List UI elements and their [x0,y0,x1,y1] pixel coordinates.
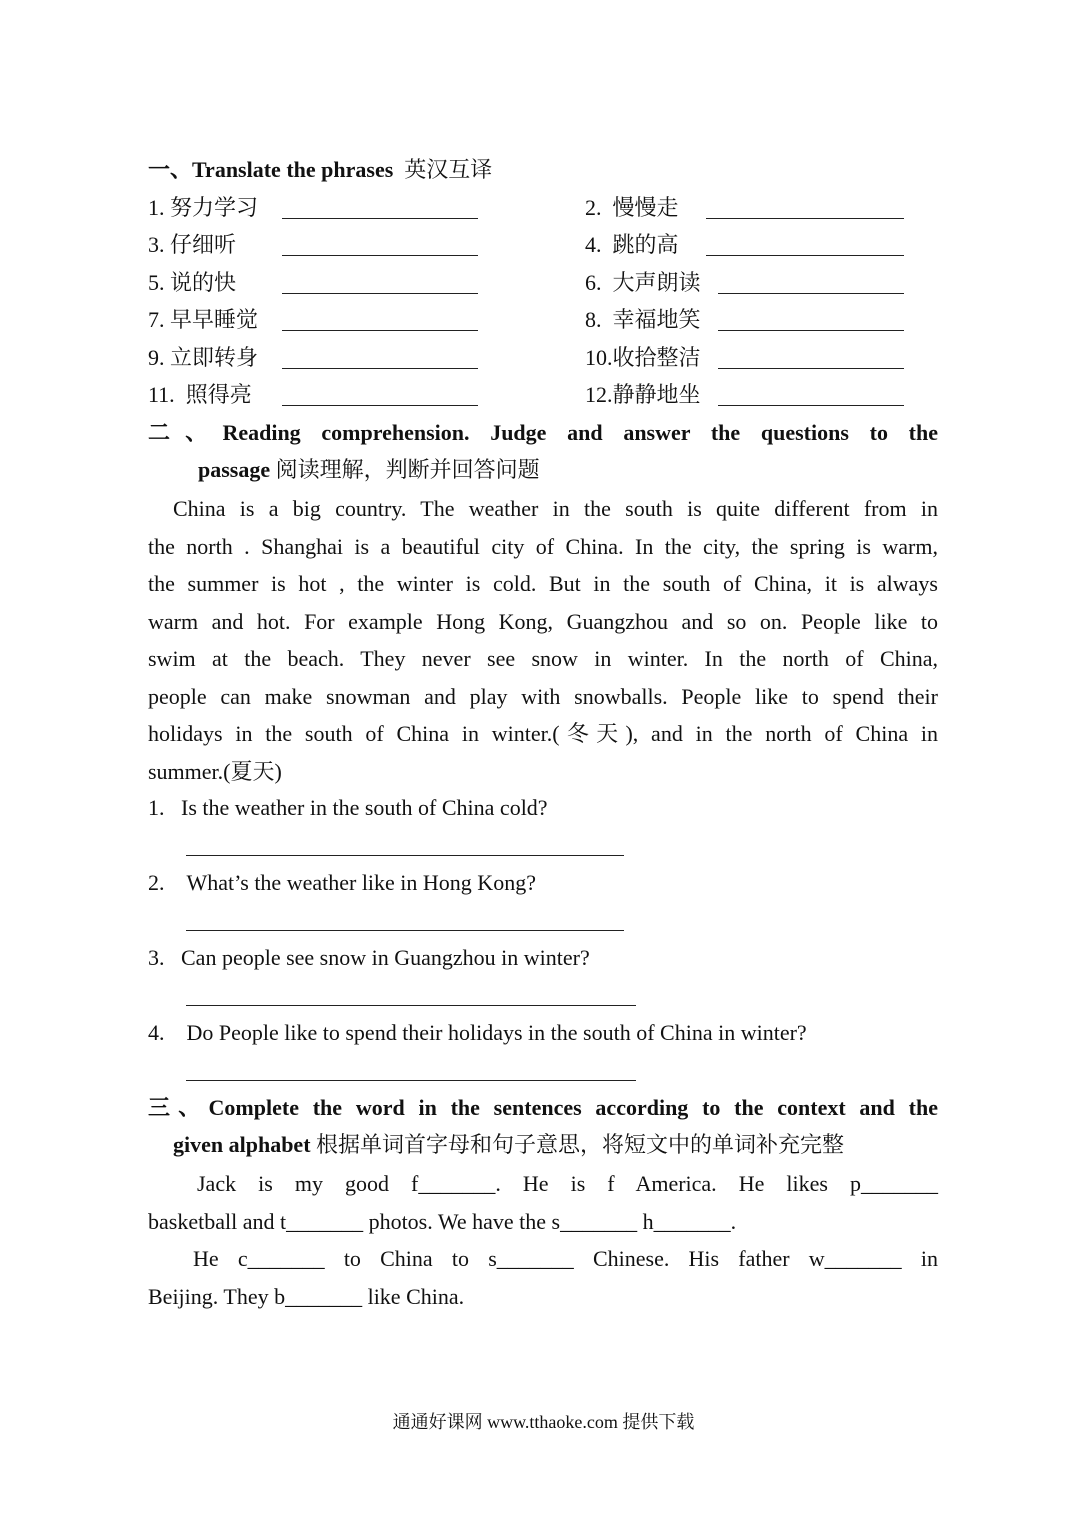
question-num: 2. [148,870,165,895]
phrase-num: 10. [585,345,613,370]
phrase-num: 11. [148,382,175,407]
passage-line: the north . Shanghai is a beautiful city of China. In the city, the spring is warm, [148,533,938,559]
question-4 [148,1019,807,1047]
section2-heading-line2: passage [198,457,271,482]
phrase-text: 立即转身 [170,345,259,370]
section3-heading-line2: given alphabet [173,1132,311,1157]
phrase-text: 早早睡觉 [170,307,259,332]
phrase-text: 跳的高 [612,232,679,257]
passage-line: holidays in the south of China in winter.(冬天), and in the north of China in [148,721,938,746]
phrase-item [148,306,258,334]
passage-line: the summer is hot , the winter is cold. But in the south of China, it is always [148,571,938,596]
section1-heading-cn: 英汉互译 [404,157,493,182]
phrase-num: 8. [585,307,602,332]
phrase-text: 努力学习 [170,195,259,220]
phrase-answer-line[interactable] [282,255,478,256]
section2-heading-cn: 阅读理解，判断并回答问题 [275,457,540,482]
phrase-text: 仔细听 [170,232,237,257]
cloze-line: He c_______ to China to s_______ Chinese. His father w_______ in [193,1246,938,1271]
question-num: 4. [148,1020,165,1045]
phrase-item [148,381,252,409]
phrase-answer-line[interactable] [718,330,904,331]
question-text: Do People like to spend their holidays in the south of China in winter? [186,1020,807,1045]
cloze-line: basketball and t_______ photos. We have the s_______ h_______. [148,1208,737,1234]
section2-heading-line1: Reading comprehension. Judge and answer the questions to the [222,420,938,445]
passage-line: warm and hot. For example Hong Kong, Guangzhou and so on. People like to [148,608,938,634]
phrase-answer-line[interactable] [282,330,478,331]
phrase-item [148,269,236,297]
phrase-num: 5. [148,270,165,295]
phrase-num: 1. [148,195,165,220]
phrase-answer-line[interactable] [706,218,904,219]
question-text: Can people see snow in Guangzhou in winter? [181,945,590,970]
passage-line: people can make snowman and play with snowballs. People like to spend their [148,683,938,709]
phrase-answer-line[interactable] [706,255,904,256]
question-answer-line[interactable] [186,1080,636,1081]
phrase-item [148,231,236,259]
phrase-answer-line[interactable] [282,368,478,369]
phrase-text: 说的快 [170,270,237,295]
phrase-num: 2. [585,195,602,220]
phrase-item [585,306,701,334]
question-num: 1. [148,795,165,820]
section1-heading-text: Translate the phrases [192,157,394,182]
phrase-num: 12. [585,382,613,407]
section3-heading-line1: Complete the word in the sentences according to the context and the [208,1095,938,1120]
phrase-item [585,194,679,222]
phrase-num: 6. [585,270,602,295]
phrase-item [148,194,258,222]
section3-heading-cn: 根据单词首字母和句子意思，将短文中的单词补充完整 [316,1132,845,1157]
phrase-text: 静静地坐 [612,382,701,407]
phrase-answer-line[interactable] [718,293,904,294]
phrase-text: 大声朗读 [612,270,701,295]
question-num: 3. [148,945,165,970]
phrase-answer-line[interactable] [282,293,478,294]
question-text: What’s the weather like in Hong Kong? [186,870,536,895]
phrase-text: 收拾整洁 [612,345,701,370]
section1-heading [148,156,492,184]
phrase-item [585,381,701,409]
section3-heading-num: 三、 [148,1095,209,1120]
phrase-num: 4. [585,232,602,257]
phrase-item [585,344,701,372]
cloze-passage [148,1165,938,1315]
phrase-num: 9. [148,345,165,370]
phrase-num: 7. [148,307,165,332]
phrase-text: 幸福地笑 [612,307,701,332]
section2-heading [148,419,938,447]
question-answer-line[interactable] [186,855,624,856]
phrase-text: 照得亮 [185,382,252,407]
question-1 [148,794,548,822]
cloze-line: Jack is my good f_______. He is f America. He likes p_______ [197,1171,938,1196]
question-3 [148,944,590,972]
reading-passage [148,490,938,790]
passage-line: summer.(夏天) [148,758,282,784]
page-footer: 通通好课网 www.tthaoke.com 提供下载 [392,1412,695,1432]
question-text: Is the weather in the south of China cold? [181,795,548,820]
question-answer-line[interactable] [186,930,624,931]
passage-line: China is a big country. The weather in the south is quite different from in [173,496,938,521]
phrase-answer-line[interactable] [282,218,478,219]
phrase-item [585,231,679,259]
phrase-text: 慢慢走 [612,195,679,220]
section2-heading-num: 二、 [148,420,223,445]
phrase-answer-line[interactable] [718,405,904,406]
question-answer-line[interactable] [186,1005,636,1006]
section2-heading-cont [198,456,540,484]
cloze-line: Beijing. They b_______ like China. [148,1283,465,1309]
section3-heading [148,1094,938,1122]
phrase-item [585,269,701,297]
phrase-answer-line[interactable] [718,368,904,369]
section3-heading-cont [173,1131,844,1159]
phrase-num: 3. [148,232,165,257]
section1-heading-num: 一、 [148,157,193,182]
passage-line: swim at the beach. They never see snow in winter. In the north of China, [148,646,938,671]
phrase-answer-line[interactable] [282,405,478,406]
phrase-item [148,344,258,372]
question-2 [148,869,536,897]
